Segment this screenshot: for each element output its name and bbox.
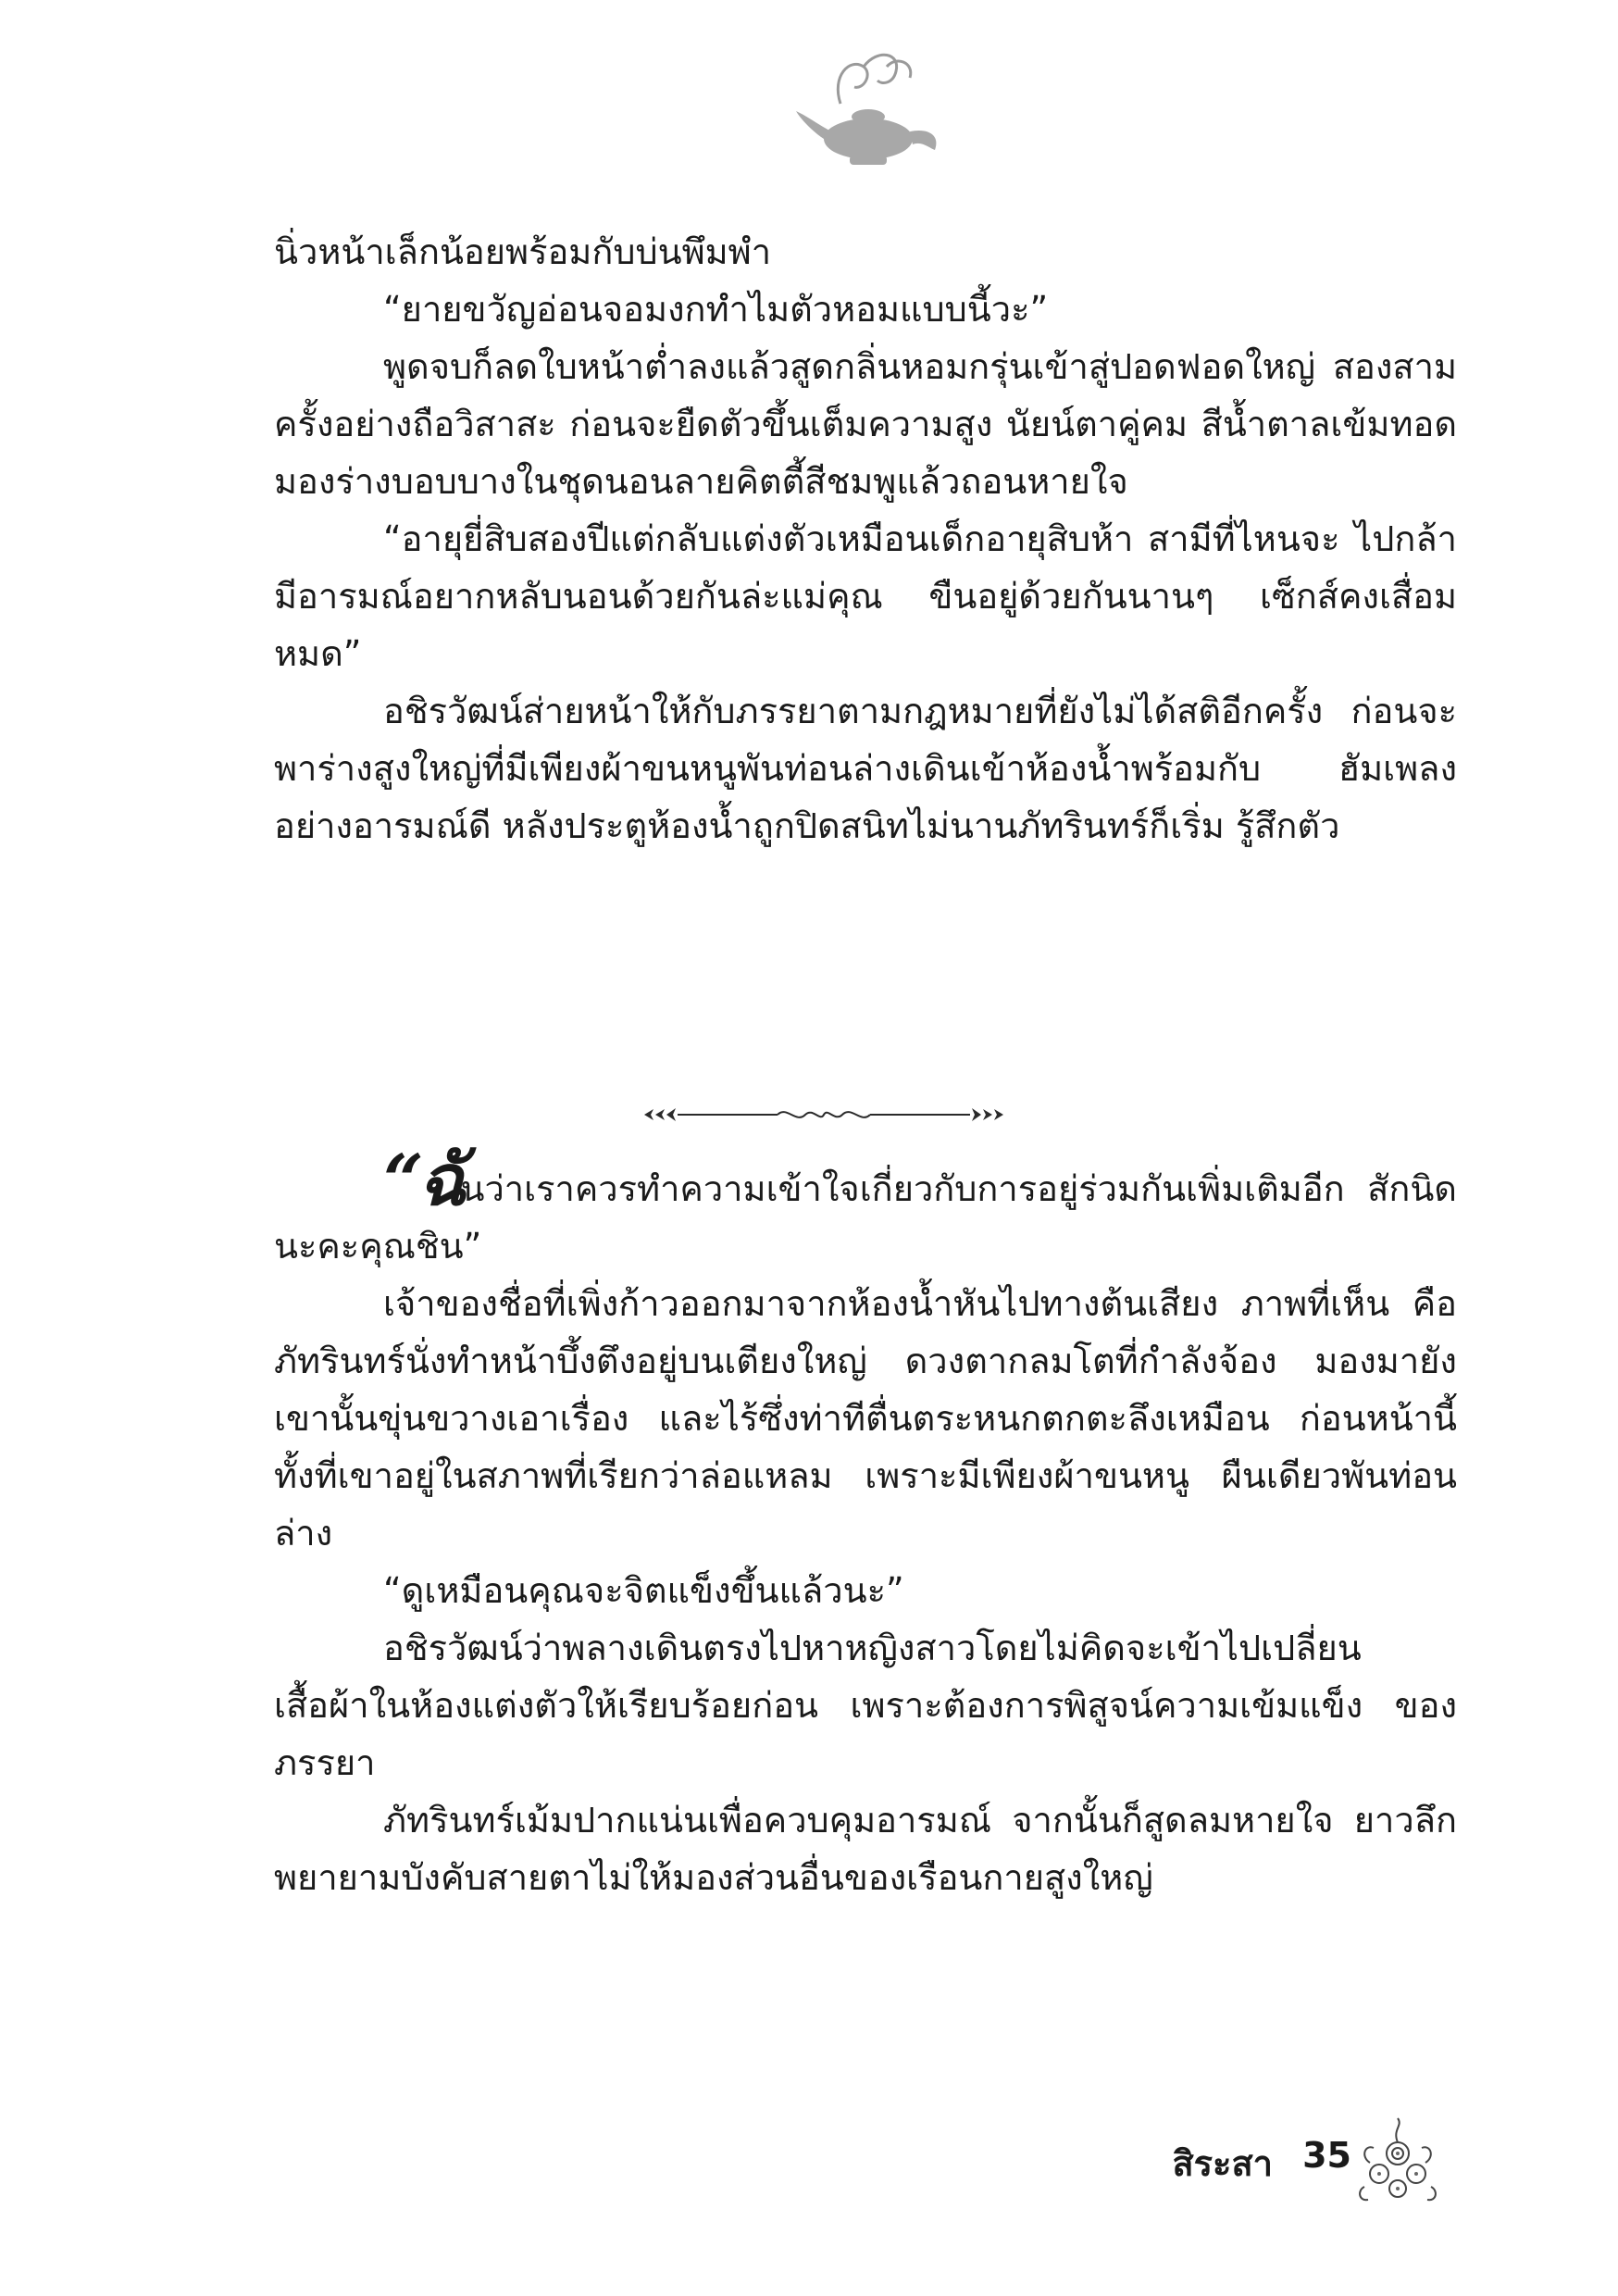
- page-number: 35: [1302, 2135, 1351, 2176]
- paragraph: “ยายขวัญอ่อนจอมงกทำไมตัวหอมแบบนี้วะ”: [383, 289, 1049, 330]
- page-footer: [1064, 2116, 1472, 2218]
- paragraph: เจ้าของชื่อที่เพิ่งก้าวออกมาจากห้องน้ำหันไปทางต้นเสียง ภาพที่เห็น คือ ภัทรินทร์นั่งทำหน้าบึ้งตึงอยู่บนเตียงใหญ่ ดวงตากลมโตที่กำลังจ้อง มองมายังเขานั้นขุ่นขวางเอาเรื่อง และไร้ซึ่งท่าทีตื่นตระหนกตกตะลึงเหมือน ก่อนหน้านี้ ทั้งที่เขาอยู่ในสภาพที่เรียกว่าล่อแหลม เพราะมีเพียงผ้าขนหนู ผืนเดียวพันท่อนล่าง: [274, 1283, 1457, 1554]
- paragraph: “อายุยี่สิบสองปีแต่กลับแต่งตัวเหมือนเด็กอายุสิบห้า สามีที่ไหนจะ ไปกล้ามีอารมณ์อยากหลับนอนด้วยกันล่ะแม่คุณ ขืนอยู่ด้วยกันนานๆ เซ็กส์คงเสื่อมหมด”: [274, 518, 1457, 674]
- scroll-divider-icon: [639, 1096, 1009, 1133]
- paragraph: นิ่วหน้าเล็กน้อยพร้อมกับบ่นพึมพำ: [274, 231, 772, 272]
- paragraph: “ดูเหมือนคุณจะจิตแข็งขึ้นแล้วนะ”: [383, 1570, 904, 1611]
- drop-cap: “ฉั: [383, 1139, 461, 1221]
- paragraph: อชิรวัฒน์ส่ายหน้าให้กับภรรยาตามกฎหมายที่ยังไม่ได้สติอีกครั้ง ก่อนจะพาร่างสูงใหญ่ที่มีเพียงผ้าขนหนูพันท่อนล่างเดินเข้าห้องน้ำพร้อมกับ ฮัมเพลงอย่างอารมณ์ดี หลังประตูห้องน้ำถูกปิดสนิทไม่นานภัทรินทร์ก็เริ่ม รู้สึกตัว: [274, 691, 1457, 846]
- paragraph-with-dropcap: [274, 1139, 1457, 1275]
- paragraph: ภัทรินทร์เม้มปากแน่นเพื่อควบคุมอารมณ์ จากนั้นก็สูดลมหายใจ ยาวลึก พยายามบังคับสายตาไม่ให้มองส่วนอื่นของเรือนกายสูงใหญ่: [274, 1800, 1457, 1898]
- paragraph: อชิรวัฒน์ว่าพลางเดินตรงไปหาหญิงสาวโดยไม่คิดจะเข้าไปเปลี่ยน เสื้อผ้าในห้องแต่งตัวให้เรียบร้อยก่อน เพราะต้องการพิสูจน์ความเข้มแข็ง ของภรรยา: [274, 1628, 1457, 1783]
- body-text-section-2: [274, 1139, 1457, 1906]
- paragraph: พูดจบก็ลดใบหน้าต่ำลงแล้วสูดกลิ่นหอมกรุ่นเข้าสู่ปอดฟอดใหญ่ สองสามครั้งอย่างถือวิสาสะ ก่อนจะยืดตัวขึ้นเต็มความสูง นัยน์ตาคู่คม สีน้ำตาลเข้มทอดมองร่างบอบบางในชุดนอนลายคิตตี้สีชมพูแล้วถอนหายใจ: [274, 346, 1457, 502]
- book-title: สิระสา: [1172, 2143, 1273, 2184]
- paragraph-text: นว่าเราควรทำความเข้าใจเกี่ยวกับการอยู่ร่วมกันเพิ่มเติมอีก สักนิดนะคะคุณชิน”: [274, 1168, 1457, 1267]
- genie-lamp-icon: [776, 39, 961, 178]
- body-text-section-1: [274, 223, 1457, 855]
- floral-ornament-icon: [1351, 2116, 1444, 2209]
